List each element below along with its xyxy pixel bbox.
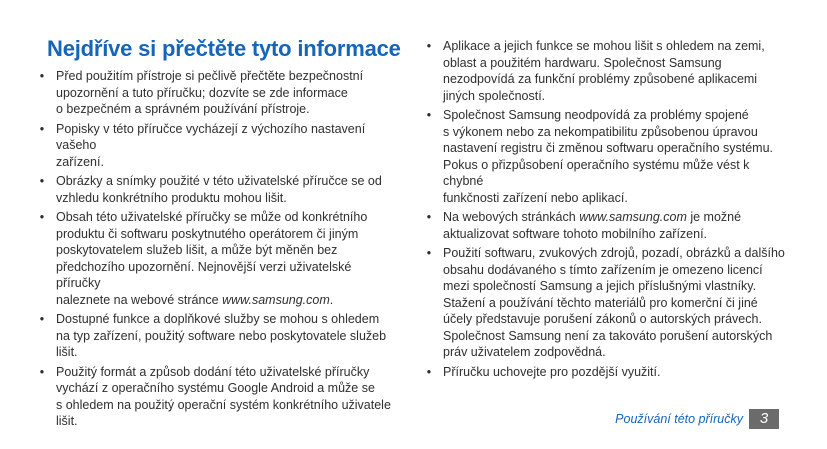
page-footer — [615, 409, 779, 429]
bullet-icon: • — [39, 312, 45, 326]
page-number: 3 — [749, 409, 779, 429]
list-item-text: Popisky v této příručce vycházejí z výchozího nastavení vašeho zařízení. — [56, 121, 366, 169]
list-item — [35, 121, 393, 171]
left-column-list — [35, 68, 393, 433]
list-item-text: Obsah této uživatelské příručky se může od konkrétního produktu či softwaru poskytnutého operátorem či jiným poskytovatelem služeb lišit, a může být měněn bez předchozího upozornění. Nejnovější verzi uživatelské příručky naleznete na webové stránce — [56, 210, 368, 307]
list-item-text: Společnost Samsung neodpovídá za problémy spojené s výkonem nebo za nekompatibilitu způsobenou úpravou nastavení registru či změnou softwaru operačního systému. Pokus o přizpůsobení operačního systému může vést k chybné funkčnosti zařízení nebo aplikací. — [443, 108, 774, 205]
list-item — [422, 364, 792, 381]
list-item-text: Dostupné funkce a doplňkové služby se mohou s ohledem na typ zařízení, použitý software nebo poskytovatele služeb lišit. — [56, 312, 387, 359]
list-item-text-end: . — [329, 292, 334, 307]
list-item — [35, 209, 393, 308]
bullet-icon: • — [426, 246, 432, 260]
section-label: Používání této příručky — [615, 412, 743, 426]
list-item — [35, 364, 393, 430]
list-item-text: Použití softwaru, zvukových zdrojů, pozadí, obrázků a dalšího obsahu dodávaného s tímto zařízením je omezeno licencí mezi společností Samsung a jejich příslušnými vlastníky. Stažení a používání těchto materiálů pro komerční či jiné účely představuje porušení zákonů o autorských právech. Společnost Samsung není za takováto porušení autorských práv uživatelem zodpovědná. — [443, 246, 785, 359]
samsung-link[interactable]: www.samsung.com — [579, 210, 687, 224]
bullet-icon: • — [426, 39, 432, 53]
list-item-text: Použitý formát a způsob dodání této uživatelské příručky vychází z operačního systému Google Android a může se s ohledem na použitý operační systém konkrétního uživatele lišit. — [56, 364, 391, 428]
list-item — [422, 209, 792, 242]
samsung-link[interactable]: www.samsung.com — [222, 292, 330, 307]
list-item — [35, 68, 393, 118]
list-item — [35, 173, 393, 206]
bullet-icon: • — [39, 69, 45, 83]
right-column-list — [422, 38, 792, 383]
bullet-icon: • — [39, 174, 45, 188]
list-item — [422, 245, 792, 361]
bullet-icon: • — [39, 364, 45, 379]
list-item-text: Příručku uchovejte pro pozdější využití. — [443, 364, 661, 379]
list-item-text-end: je možné aktualizovat software tohoto mobilního zařízení. — [443, 210, 742, 241]
bullet-icon: • — [426, 364, 432, 379]
list-item — [35, 311, 393, 361]
list-item — [422, 38, 792, 104]
list-item-text: Aplikace a jejich funkce se mohou lišit s ohledem na zemi, oblast a použitém hardwaru. Společnost Samsung nezodpovídá za funkční problémy způsobené aplikacemi jiných společností. — [443, 39, 765, 103]
list-item-text: Před použitím přístroje si pečlivě přečtěte bezpečnostní upozornění a tuto příručku; dozvíte se zde informace o bezpečném a správném používání přístroje. — [56, 69, 364, 116]
bullet-icon: • — [426, 108, 432, 122]
list-item-text: Obrázky a snímky použité v této uživatelské příručce se od vzhledu konkrétního produktu mohou lišit. — [56, 174, 382, 205]
bullet-icon: • — [39, 121, 45, 136]
list-item-text: Na webových stránkách — [443, 210, 580, 224]
page-title: Nejdříve si přečtěte tyto informace — [47, 36, 401, 61]
bullet-icon: • — [39, 210, 45, 224]
list-item — [422, 107, 792, 206]
bullet-icon: • — [426, 210, 432, 224]
